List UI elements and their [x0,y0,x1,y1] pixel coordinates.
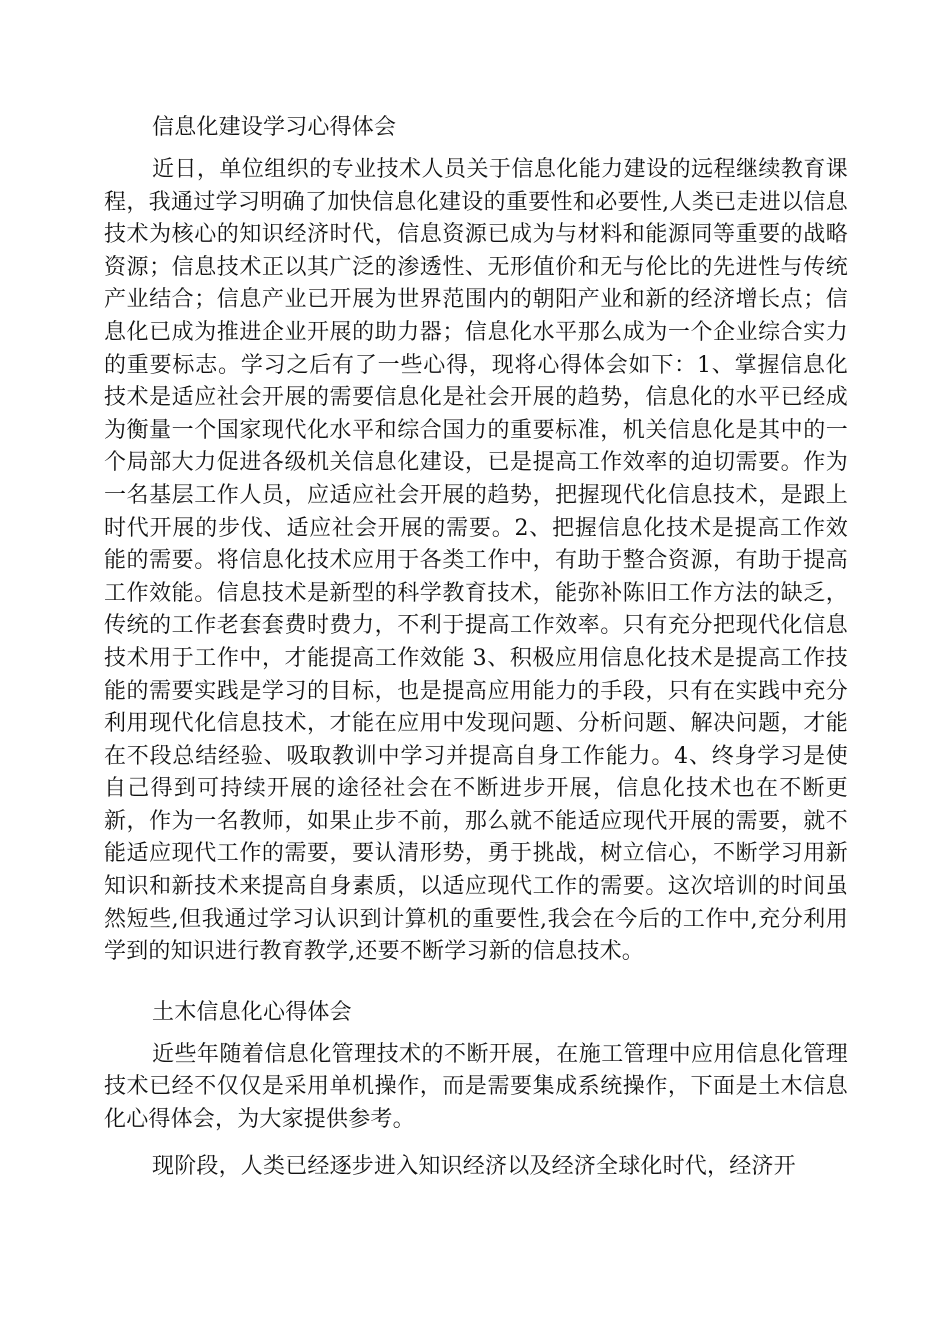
section-title-informatization-study: 信息化建设学习心得体会 [152,115,397,140]
body-paragraph: 现阶段，人类已经逐步进入知识经济以及经济全球化时代，经济开 [152,1153,796,1179]
body-paragraph: 近日，单位组织的专业技术人员关于信息化能力建设的远程继续教育课程，我通过学习明确了加快信息化建设的重要性和必要性,人类已走进以信息技术为核心的知识经济时代，信息资源已成为与材料和能源同等重要的战略资源；信息技术正以其广泛的渗透性、无形值价和无与伦比的先进性与传统产业结合；信息产业已开展为世界范围内的朝阳产业和新的经济增长点；信息化已成为推进企业开展的助力器；信息化水平那么成为一个企业综合实力的重要标志。学习之后有了一些心得，现将心得体会如下：1、掌握信息化技术是适应社会开展的需要信息化是社会开展的趋势，信息化的水平已经成为衡量一个国家现代化水平和综合国力的重要标准，机关信息化是其中的一个局部大力促进各级机关信息化建设，已是提高工作效率的迫切需要。作为一名基层工作人员，应适应社会开展的趋势，把握现代化信息技术，是跟上时代开展的步伐、适应社会开展的需要。2、把握信息化技术是提高工作效能的需要。将信息化技术应用于各类工作中，有助于整合资源，有助于提高工作效能。信息技术是新型的科学教育技术，能弥补陈旧工作方法的缺乏，传统的工作老套套费时费力，不利于提高工作效率。只有充分把现代化信息技术用于工作中，才能提高工作效能 3、积极应用信息化技术是提高工作技能的需要实践是学习的目标，也是提高应用能力的手段，只有在实践中充分利用现代化信息技术，才能在应用中发现问题、分析问题、解决问题，才能在不段总结经验、吸取教训中学习并提高自身工作能力。4、终身学习是使自己得到可持续开展的途径社会在不断进步开展，信息化技术也在不断更新，作为一名教师，如果止步不前，那么就不能适应现代开展的需要，就不能适应现代工作的需要，要认清形势，勇于挑战，树立信心，不断学习用新知识和新技术来提高自身素质，以适应现代工作的需要。这次培训的时间虽然短些,但我通过学习认识到计算机的重要性,我会在今后的工作中,充分利用学到的知识进行教育教学,还要不断学习新的信息技术。 [104,157,848,965]
section-title-civil-informatization: 土木信息化心得体会 [152,999,352,1025]
body-paragraph: 近些年随着信息化管理技术的不断开展，在施工管理中应用信息化管理技术已经不仅仅是采用单机操作，而是需要集成系统操作，下面是土木信息化心得体会，为大家提供参考。 [104,1041,848,1133]
section-divider-space [104,983,848,997]
document-body [104,112,848,1197]
